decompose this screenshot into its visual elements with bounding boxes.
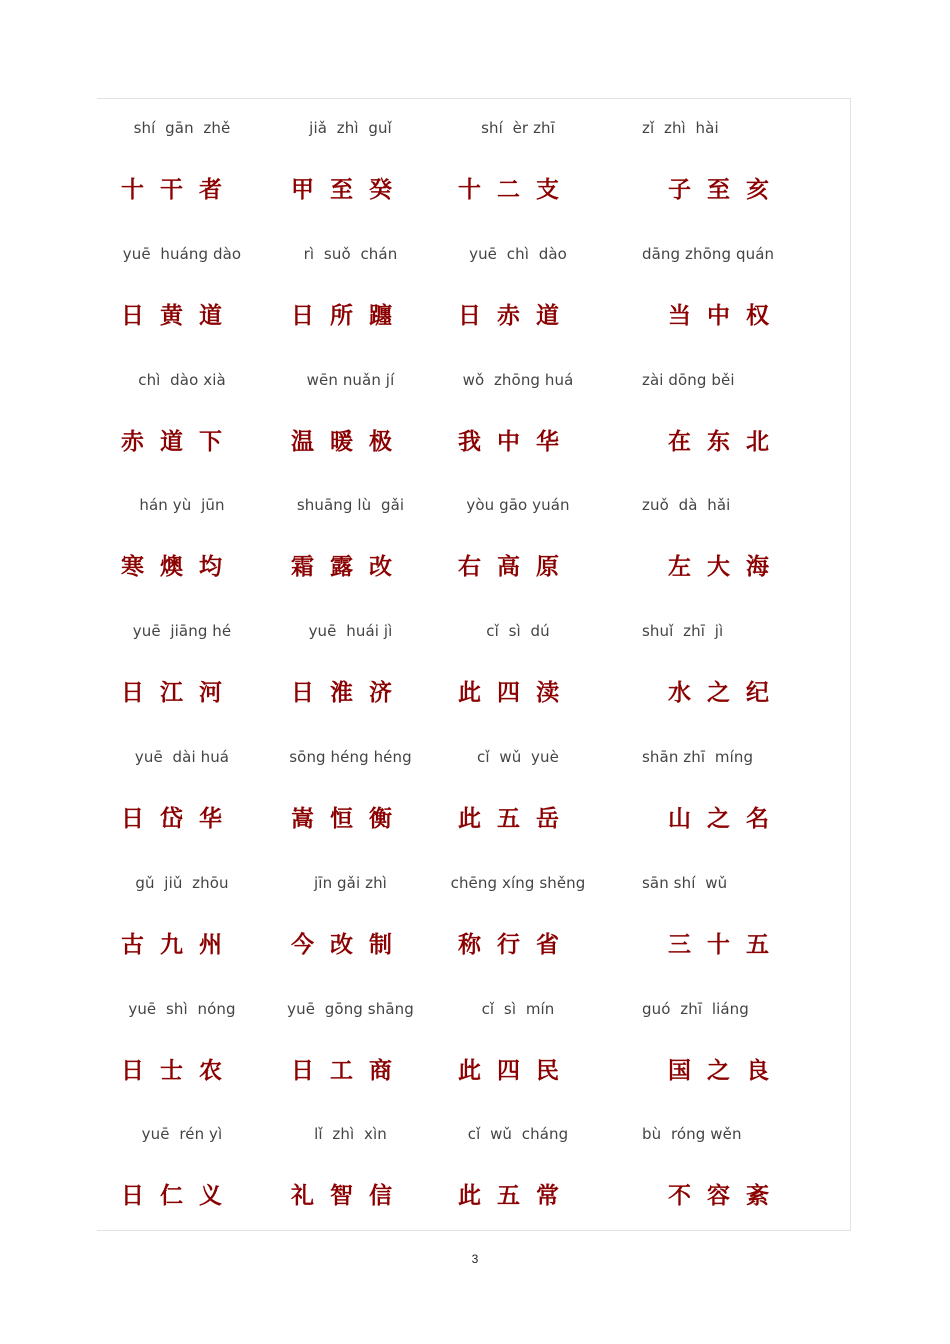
verse-cell (602, 979, 851, 1105)
hanzi-text: 日江河 (121, 680, 238, 707)
pinyin-text: yuē gōng shāng (287, 999, 414, 1018)
hanzi-text: 日所躔 (291, 302, 408, 329)
pinyin-text: dāng zhōng quán (642, 244, 775, 263)
verse-cell (602, 475, 851, 601)
hanzi-text: 寒燠均 (121, 554, 238, 581)
verse-cell (602, 350, 851, 476)
hanzi-text: 右高原 (458, 554, 575, 581)
verse-cell (267, 475, 434, 601)
hanzi-text: 子至亥 (668, 177, 785, 203)
verse-cell (434, 1104, 602, 1230)
pinyin-text: cǐ sì dú (486, 622, 550, 641)
pinyin-text: cǐ wǔ yuè (477, 747, 559, 766)
hanzi-text: 日淮济 (291, 680, 408, 707)
verse-cell (434, 727, 602, 853)
hanzi-text: 此四民 (458, 1057, 575, 1084)
hanzi-text: 当中权 (668, 302, 785, 329)
hanzi-text: 日岱华 (121, 805, 238, 832)
verse-cell (267, 979, 434, 1105)
verse-cell (602, 224, 851, 350)
verse-cell (267, 350, 434, 476)
pinyin-text: shuǐ zhī jì (642, 622, 724, 641)
pinyin-text: chì dào xià (138, 370, 226, 389)
verse-cell (267, 727, 434, 853)
hanzi-text: 日黄道 (121, 302, 238, 329)
pinyin-text: yuē jiāng hé (132, 622, 232, 641)
verse-cell (602, 727, 851, 853)
hanzi-text: 国之良 (668, 1057, 785, 1084)
pinyin-text: yuē shì nóng (128, 999, 236, 1018)
pinyin-text: sān shí wǔ (642, 873, 728, 892)
pinyin-text: shān zhī míng (642, 747, 754, 766)
hanzi-text: 此四渎 (458, 680, 575, 707)
verse-cell (434, 350, 602, 476)
pinyin-text: yuē huáng dào (122, 244, 242, 263)
hanzi-text: 礼智信 (291, 1183, 408, 1210)
verse-cell (602, 98, 851, 224)
verse-cell (97, 475, 267, 601)
hanzi-text: 日士农 (121, 1057, 238, 1084)
pinyin-text: sōng héng héng (289, 747, 412, 766)
hanzi-text: 此五岳 (458, 805, 575, 832)
verse-cell (434, 979, 602, 1105)
hanzi-text: 甲至癸 (291, 177, 408, 203)
pinyin-text: zǐ zhì hài (642, 119, 719, 137)
pinyin-text: lǐ zhì xìn (314, 1125, 387, 1144)
hanzi-text: 左大海 (668, 554, 785, 581)
hanzi-text: 水之纪 (668, 680, 785, 707)
hanzi-text: 日仁义 (121, 1183, 238, 1210)
verse-cell (97, 727, 267, 853)
pinyin-text: yuē chì dào (469, 244, 567, 263)
pinyin-text: hán yù jūn (139, 496, 225, 515)
verse-cell (267, 853, 434, 979)
verse-grid (97, 98, 851, 1230)
pinyin-text: jīn gǎi zhì (314, 873, 387, 892)
hanzi-text: 我中华 (458, 428, 575, 455)
pinyin-text: rì suǒ chán (303, 244, 398, 263)
pinyin-text: zuǒ dà hǎi (642, 496, 731, 515)
hanzi-text: 古九州 (121, 931, 238, 958)
hanzi-text: 十干者 (121, 177, 238, 203)
verse-cell (267, 224, 434, 350)
page-number: 3 (471, 1252, 479, 1266)
verse-cell (97, 98, 267, 224)
verse-cell (267, 98, 434, 224)
hanzi-text: 霜露改 (291, 554, 408, 581)
verse-cell (267, 1104, 434, 1230)
pinyin-text: shuāng lù gǎi (296, 496, 405, 515)
verse-cell (434, 601, 602, 727)
verse-cell (434, 853, 602, 979)
hanzi-text: 山之名 (668, 805, 785, 832)
pinyin-text: yuē rén yì (141, 1125, 223, 1144)
pinyin-text: yuē dài huá (134, 747, 230, 766)
hanzi-text: 称行省 (458, 931, 575, 958)
hanzi-text: 在东北 (668, 428, 785, 455)
pinyin-text: zài dōng běi (642, 370, 735, 389)
verse-cell (434, 475, 602, 601)
verse-cell (97, 224, 267, 350)
verse-cell (97, 350, 267, 476)
pinyin-text: shí gān zhě (133, 119, 231, 137)
hanzi-text: 此五常 (458, 1183, 575, 1210)
hanzi-text: 嵩恒衡 (291, 805, 408, 832)
verse-cell (602, 853, 851, 979)
verse-cell (434, 98, 602, 224)
verse-cell (97, 1104, 267, 1230)
verse-cell (97, 979, 267, 1105)
pinyin-text: shí èr zhī (481, 119, 555, 137)
verse-cell (602, 1104, 851, 1230)
pinyin-text: yòu gāo yuán (466, 496, 570, 515)
pinyin-text: bù róng wěn (642, 1125, 742, 1144)
hanzi-text: 三十五 (668, 931, 785, 958)
hanzi-text: 温暖极 (291, 428, 408, 455)
pinyin-text: cǐ wǔ cháng (467, 1125, 569, 1144)
hanzi-text: 十二支 (458, 177, 575, 203)
verse-cell (97, 853, 267, 979)
pinyin-text: cǐ sì mín (481, 999, 555, 1018)
pinyin-text: gǔ jiǔ zhōu (135, 873, 229, 892)
hanzi-text: 赤道下 (121, 428, 238, 455)
verse-cell (267, 601, 434, 727)
pinyin-text: wēn nuǎn jí (306, 370, 395, 389)
verse-cell (602, 601, 851, 727)
pinyin-text: chēng xíng shěng (450, 873, 586, 892)
pinyin-text: guó zhī liáng (642, 999, 749, 1018)
verse-cell (434, 224, 602, 350)
pinyin-text: wǒ zhōng huá (462, 370, 574, 389)
verse-cell (97, 601, 267, 727)
pinyin-text: yuē huái jì (308, 622, 393, 641)
hanzi-text: 不容紊 (668, 1183, 785, 1210)
hanzi-text: 今改制 (291, 931, 408, 958)
pinyin-text: jiǎ zhì guǐ (309, 119, 392, 137)
hanzi-text: 日工商 (291, 1057, 408, 1084)
hanzi-text: 日赤道 (458, 302, 575, 329)
